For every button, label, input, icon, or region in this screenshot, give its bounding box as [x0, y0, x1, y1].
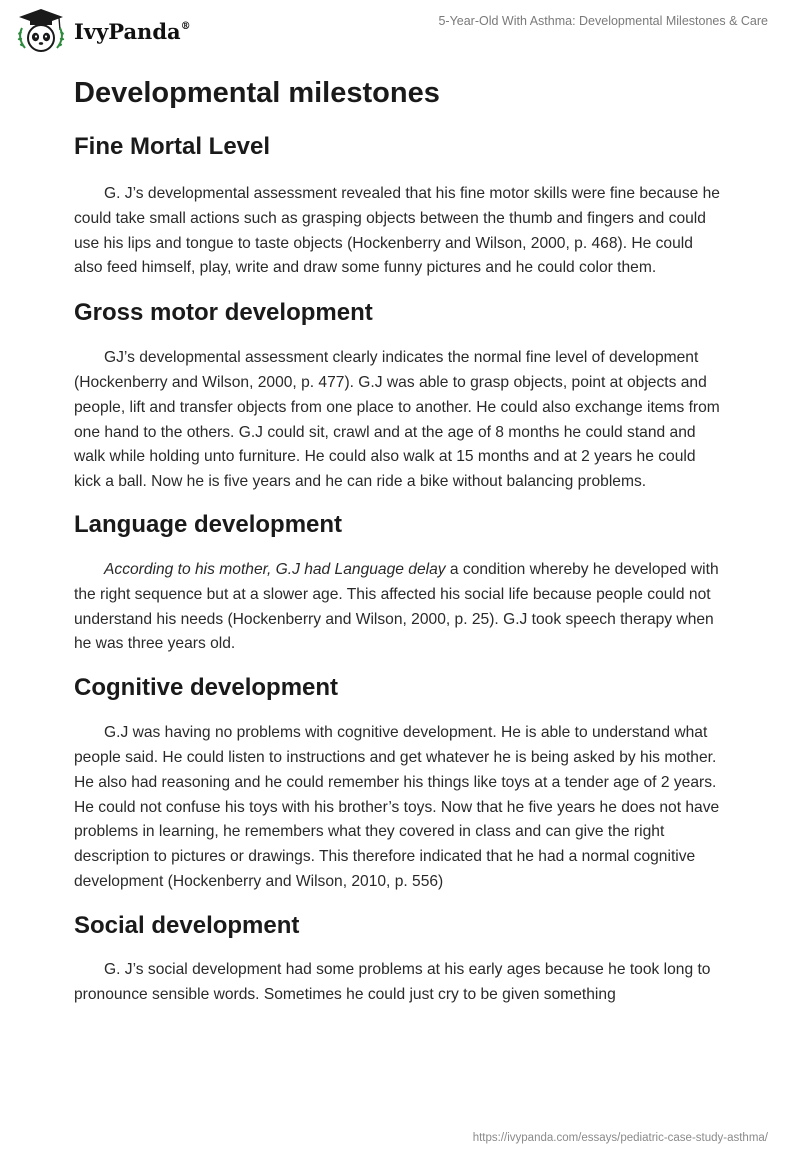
section-paragraph-fine-motor: G. J’s developmental assessment revealed that his fine motor skills were fine because he could take small actions such as grasping objects between the thumb and fingers and could use his lips and tongue to taste objects (Hockenberry and Wilson, 2000, p. 468). He could also feed himself, play, write and draw some funny pictures and he could color them. — [74, 185, 720, 277]
document-title: 5-Year-Old With Asthma: Developmental Milestones & Care — [438, 14, 768, 28]
section-heading-social: Social development — [74, 911, 300, 939]
registered-mark: ® — [180, 20, 191, 32]
panda-graduate-icon — [14, 6, 68, 54]
page-header — [0, 0, 800, 64]
section-paragraph-language — [74, 558, 724, 657]
section-heading-fine-motor: Fine Mortal Level — [74, 133, 271, 160]
article-body — [74, 72, 724, 1007]
section-heading-cognitive: Cognitive development — [74, 674, 339, 702]
section-heading-gross-motor: Gross motor development — [74, 299, 373, 327]
section-heading-language: Language development — [74, 510, 343, 538]
section-paragraph-social: G. J’s social development had some problems at his early ages because he took long to pronounce sensible words. Sometimes he could just cry to be given something — [74, 960, 711, 1003]
page-title: Developmental milestones — [74, 77, 440, 109]
source-url-link[interactable]: https://ivypanda.com/essays/pediatric-case-study-asthma/ — [472, 1132, 768, 1144]
ivypanda-logo[interactable] — [14, 6, 191, 54]
section-paragraph-gross-motor: GJ’s developmental assessment clearly indicates the normal fine level of development (Hockenberry and Wilson, 2000, p. 477). G.J was able to grasp objects, point at objects and people, lift and transfer objects from one place to another. He could also exchange items from one hand to the others. G.J could sit, crawl and at the age of 8 months he could stand and walk while holding unto furniture. He could also walk at 15 months and at 2 years he could kick a ball. Now he is five years and he can ride a bike without balancing problems. — [74, 349, 720, 491]
section-paragraph-cognitive: G.J was having no problems with cognitive development. He is able to understand what people said. He could listen to instructions and get whatever he is being asked by his mother. He also had reasoning and he could remember his things like toys at a tender age of 2 years. He could not confuse his toys with his brother’s toys. Now that he five years he does not have problems in learning, he remembers what they covered in class and can give the right description to pictures or drawings. This therefore indicated that he had a normal cognitive development (Hockenberry and Wilson, 2010, p. 556) — [74, 724, 720, 890]
paragraph-rest: a condition whereby he developed with the right sequence but at a slower age. This affected his social life because people could not understand his needs (Hockenberry and Wilson, 2000, p. 25). G.J took speech therapy when he was three years old. — [74, 560, 719, 653]
italic-lead: According to his mother, G.J had Language delay — [104, 560, 446, 578]
brand-name: IvyPanda® — [74, 18, 191, 44]
